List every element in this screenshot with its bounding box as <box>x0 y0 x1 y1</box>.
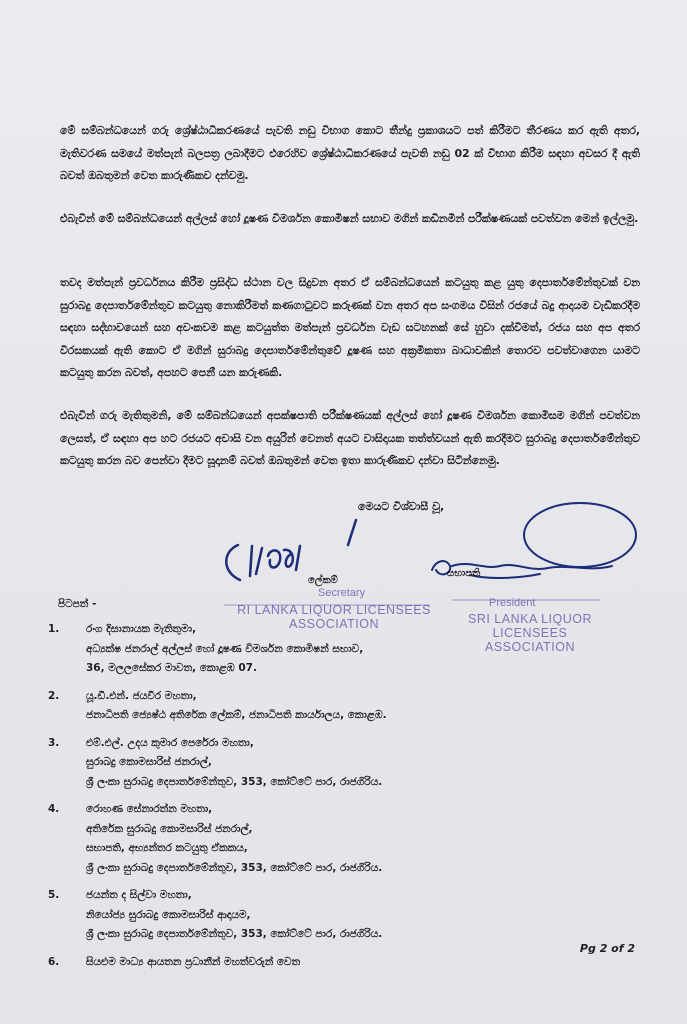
copy-line: අධ්‍යක්ෂ ජනරාල් අල්ලස් හෝ දූෂණ විමර්ශන කොමිෂන් සභාව, <box>86 642 364 655</box>
copy-line: ජනාධිපති ජ්‍යෙෂ්ඨ අතිරේක ලේකම්, ජනාධිපති කාර්යාලය, කොළඹ. <box>86 709 387 721</box>
copy-number: 4. <box>48 803 60 815</box>
copy-line: එම්.එල්. උදය කුමාර පෙරේරා මහතා, <box>86 736 254 749</box>
copy-item-1 <box>48 620 608 679</box>
copy-line: නියෝජ්‍ය සුරාබදු කොමසාරිස් ආදායම, <box>86 908 251 921</box>
copy-item-3 <box>48 734 608 793</box>
copy-line: යූ.ඩී.එන්. ජයවීර මහතා, <box>86 689 197 702</box>
copy-line: රොහණ සේනාරත්න මහතා, <box>86 803 213 815</box>
paragraph-2: එබැවින් මේ සම්බන්ධයෙන් අල්ලස් හෝ දූෂණ විමර්ශන කොමිෂන් සභාව මගින් කඩිනමින් පරීක්ෂණයක් පවත්වන මෙන් ඉල්ලමු. <box>60 212 639 225</box>
secretary-signature <box>226 520 356 580</box>
paragraph-4: එබැවින් ගරු මැතිතුමනි, මේ සම්බන්ධයෙන් අපක්ෂපාති පරීක්ෂණයක් අල්ලස් හෝ දූෂණ විමර්ශන කොමිසම මගින් පවත්වන ලෙසත්, ඒ සඳහා අප හට රජයට අවාසි වන අයුරින් වෙනත් අයට වාසිදායක තත්ත්වයන් ඇති කරදීමට සුරාබදු දෙපාර්තමේන්තුව කටයුතු කරන බව පෙන්වා දීමට සූදානම් බවත් ඔබතුමන් වෙත ඉතා කාරුණිකව දන්වා සිටින්නෙමු. <box>60 409 640 467</box>
copy-number: 6. <box>48 955 60 968</box>
president-label-sinhala: සභාපති <box>447 568 481 579</box>
stamp-secretary-org-line2: ASSOCIATION <box>288 617 379 631</box>
copy-number: 5. <box>48 889 60 901</box>
closing-salutation: මෙයට විශ්වාසී වූ, <box>358 500 445 513</box>
copy-item-2 <box>48 687 608 726</box>
page-number: Pg 2 of 2 <box>579 942 635 955</box>
copies-list <box>48 620 608 980</box>
copy-line: රංග දිසානායක මැතිතුමා, <box>86 623 197 635</box>
copy-line: සභාපති, අභ්‍යන්තර කටයුතු ඒකකය, <box>86 842 248 854</box>
copy-line: 36, මලලසේකර මාවත, කොළඹ 07. <box>86 662 257 674</box>
stamp-president-title: President <box>489 597 536 609</box>
paragraph-3: තවද මත්පැන් ප්‍රවර්ධනය කිරීම ප්‍රසිද්ධ ස්ථාන වල සිදුවන අතර ඒ සම්බන්ධයෙන් කටයුතු කළ යුතු දෙපාර්තමේන්තුවක් වන සුරාබදු දෙපාර්තමේන්තුව කටයුතු නොකිරීමත් කණගාටුවට කරුණක් වන අතර අප සංගමය විසින් රජයේ බදු ආදායම වැඩිකරදීම සඳහා සද්භාවයෙන් සහ අවංකවම කළ කටයුත්ත මත්පැන් ප්‍රවර්ධන වැඩ සටහනක් සේ හුවා දක්වීමත්, රජය සහ අප අතර විරසකයක් ඇති කොට ඒ මගින් සුරාබදු දෙපාර්තමේන්තුවේ දූෂණ සහ අක්‍රමිකතා බාධාවකින් තොරව පවත්වාගෙන යාමට කටයුතු කරන බවත්, අපහට පෙනී යන කරුණකි. <box>60 276 640 379</box>
stamp-secretary-org-line1: RI LANKA LIQUOR LICENSEES <box>237 603 431 617</box>
copy-line: අතිරේක සුරාබදු කොමසාරිස් ජනරාල්, <box>86 822 253 835</box>
copy-item-4 <box>48 800 608 878</box>
copy-line: සියළුම මාධ්‍ය ආයතන ප්‍රධානීන් මහත්වරුන් වෙත <box>86 955 301 968</box>
copies-label: පිටපත් - <box>58 598 97 610</box>
stamp-secretary-title: Secretary <box>318 587 366 599</box>
copy-item-5 <box>48 886 608 945</box>
president-signature <box>432 503 636 578</box>
copy-number: 3. <box>48 736 60 749</box>
copy-line: ශ්‍රී ලංකා සුරාබදු දෙපාර්තමේන්තුව, 353, කෝට්ටේ පාර, රාජගිරිය. <box>86 775 383 788</box>
secretary-label-sinhala: ලේකම් <box>308 575 338 586</box>
copy-number: 1. <box>48 623 60 635</box>
copy-line: ශ්‍රී ලංකා සුරාබදු දෙපාර්තමේන්තුව, 353, කෝට්ටේ පාර, රාජගිරිය. <box>86 928 383 940</box>
copy-line: ශ්‍රී ලංකා සුරාබදු දෙපාර්තමේන්තුව, 353, කෝට්ටේ පාර, රාජගිරිය. <box>86 861 383 874</box>
paragraph-1: මේ සම්බන්ධයෙන් ගරු ශ්‍රේෂ්ඨාධිකරණයේ පැවති නඩු විභාග කොට තීන්දු ප්‍රකාශයට පත් කිරීමට තීරණය කර ඇති අතර, මැතිවරණ සමයේ මත්පැන් බලපත්‍ර ලබාදීමට එරෙහිව ශ්‍රේෂ්ඨාධිකරණයේ පැවති නඩු 02 ක් විභාග කිරීම සඳහා අවසර දී ඇති බවත් ඔබතුමන් වෙත කාරුණිකව දන්වමු. <box>60 124 640 182</box>
copy-line: ජයන්ත ද සිල්වා මහතා, <box>86 889 192 901</box>
stamp-president-org-line1: SRI LANKA LIQUOR LICENSEES <box>467 612 592 640</box>
copy-line: සුරාබදු කොමසාරිස් ජනරාල්, <box>86 756 212 768</box>
stamp-president-org-line2: ASSOCIATION <box>484 640 575 654</box>
copy-number: 2. <box>48 689 60 702</box>
copy-item-6 <box>48 953 608 973</box>
